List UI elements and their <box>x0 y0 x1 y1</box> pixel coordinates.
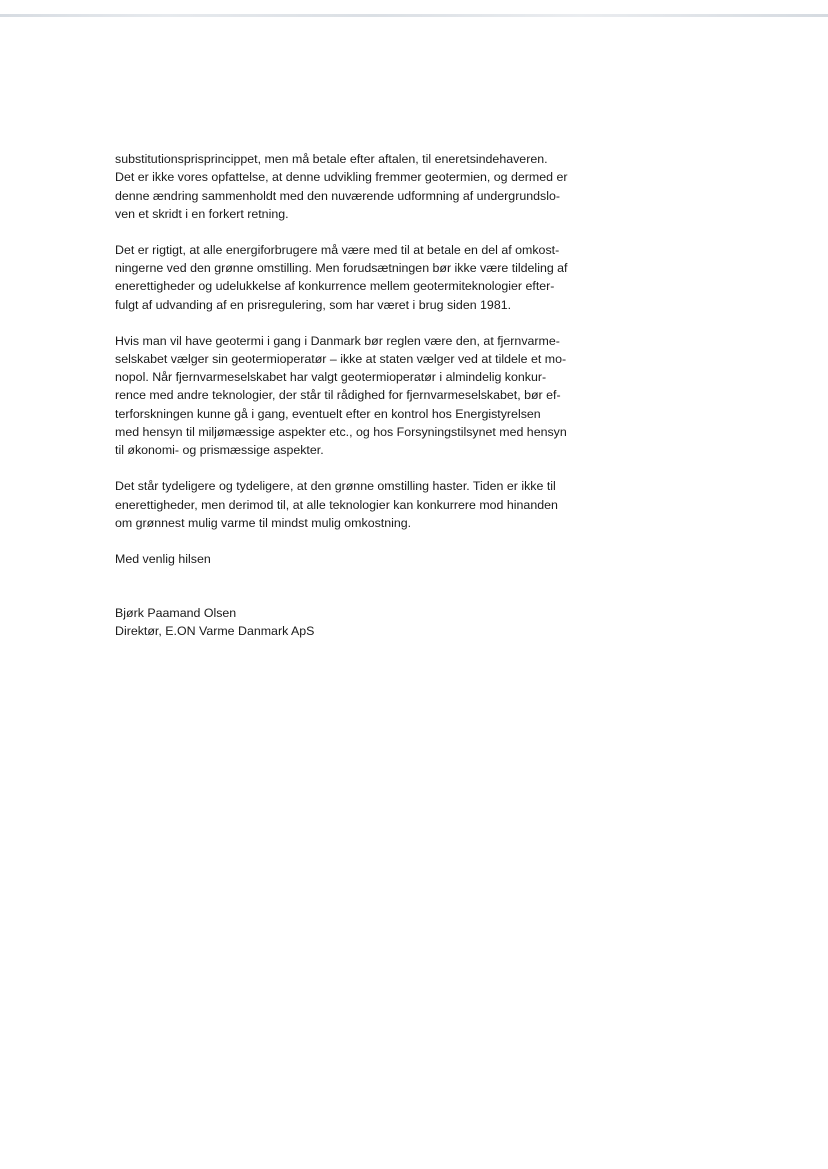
paragraph-4 <box>115 477 615 532</box>
signature-block <box>115 604 615 641</box>
text-line: selskabet vælger sin geotermioperatør – ikke at staten vælger ved at tildele et mo- <box>115 351 567 366</box>
text-line: nopol. Når fjernvarmeselskabet har valgt geotermioperatør i almindelig konkur- <box>115 370 547 385</box>
text-line: med hensyn til miljømæssige aspekter etc., og hos Forsyningstilsynet med hensyn <box>115 425 567 440</box>
text-line: til økonomi- og prismæssige aspekter. <box>115 443 324 458</box>
text-line: ningerne ved den grønne omstilling. Men forudsætningen bør ikke være tildeling af <box>115 261 568 276</box>
scan-top-edge <box>0 14 828 17</box>
text-line: substitutionsprisprincippet, men må betale efter aftalen, til eneretsindehaveren. <box>115 152 548 166</box>
text-line: denne ændring sammenholdt med den nuværende udformning af undergrundslo- <box>115 188 560 203</box>
text-line: enerettigheder, men derimod til, at alle teknologier kan konkurrere mod hinanden <box>115 497 558 512</box>
text-line: enerettigheder og udelukkelse af konkurrence mellem geotermiteknologier efter- <box>115 279 555 294</box>
closing-text: Med venlig hilsen <box>115 551 211 566</box>
paragraph-1 <box>115 150 615 223</box>
paragraph-2 <box>115 241 615 314</box>
text-line: om grønnest mulig varme til mindst mulig omkostning. <box>115 515 412 530</box>
text-line: Det står tydeligere og tydeligere, at den grønne omstilling haster. Tiden er ikke til <box>115 479 556 494</box>
closing <box>115 550 615 568</box>
text-line: Det er ikke vores opfattelse, at denne udvikling fremmer geotermien, og dermed er <box>115 170 568 185</box>
text-line: fulgt af udvanding af en prisregulering, som har været i brug siden 1981. <box>115 297 512 312</box>
paragraph-3 <box>115 332 615 460</box>
text-line: rence med andre teknologier, der står til rådighed for fjernvarmeselskabet, bør ef- <box>115 388 561 403</box>
text-line: Det er rigtigt, at alle energiforbrugere må være med til at betale en del af omkost- <box>115 242 560 257</box>
text-line: terforskningen kunne gå i gang, eventuelt efter en kontrol hos Energistyrelsen <box>115 406 541 421</box>
signatory-title: Direktør, E.ON Varme Danmark ApS <box>115 624 315 639</box>
signatory-name: Bjørk Paamand Olsen <box>115 606 237 621</box>
text-line: ven et skridt i en forkert retning. <box>115 206 289 221</box>
text-line: Hvis man vil have geotermi i gang i Danmark bør reglen være den, at fjernvarme- <box>115 333 560 348</box>
letter-page <box>115 150 615 641</box>
